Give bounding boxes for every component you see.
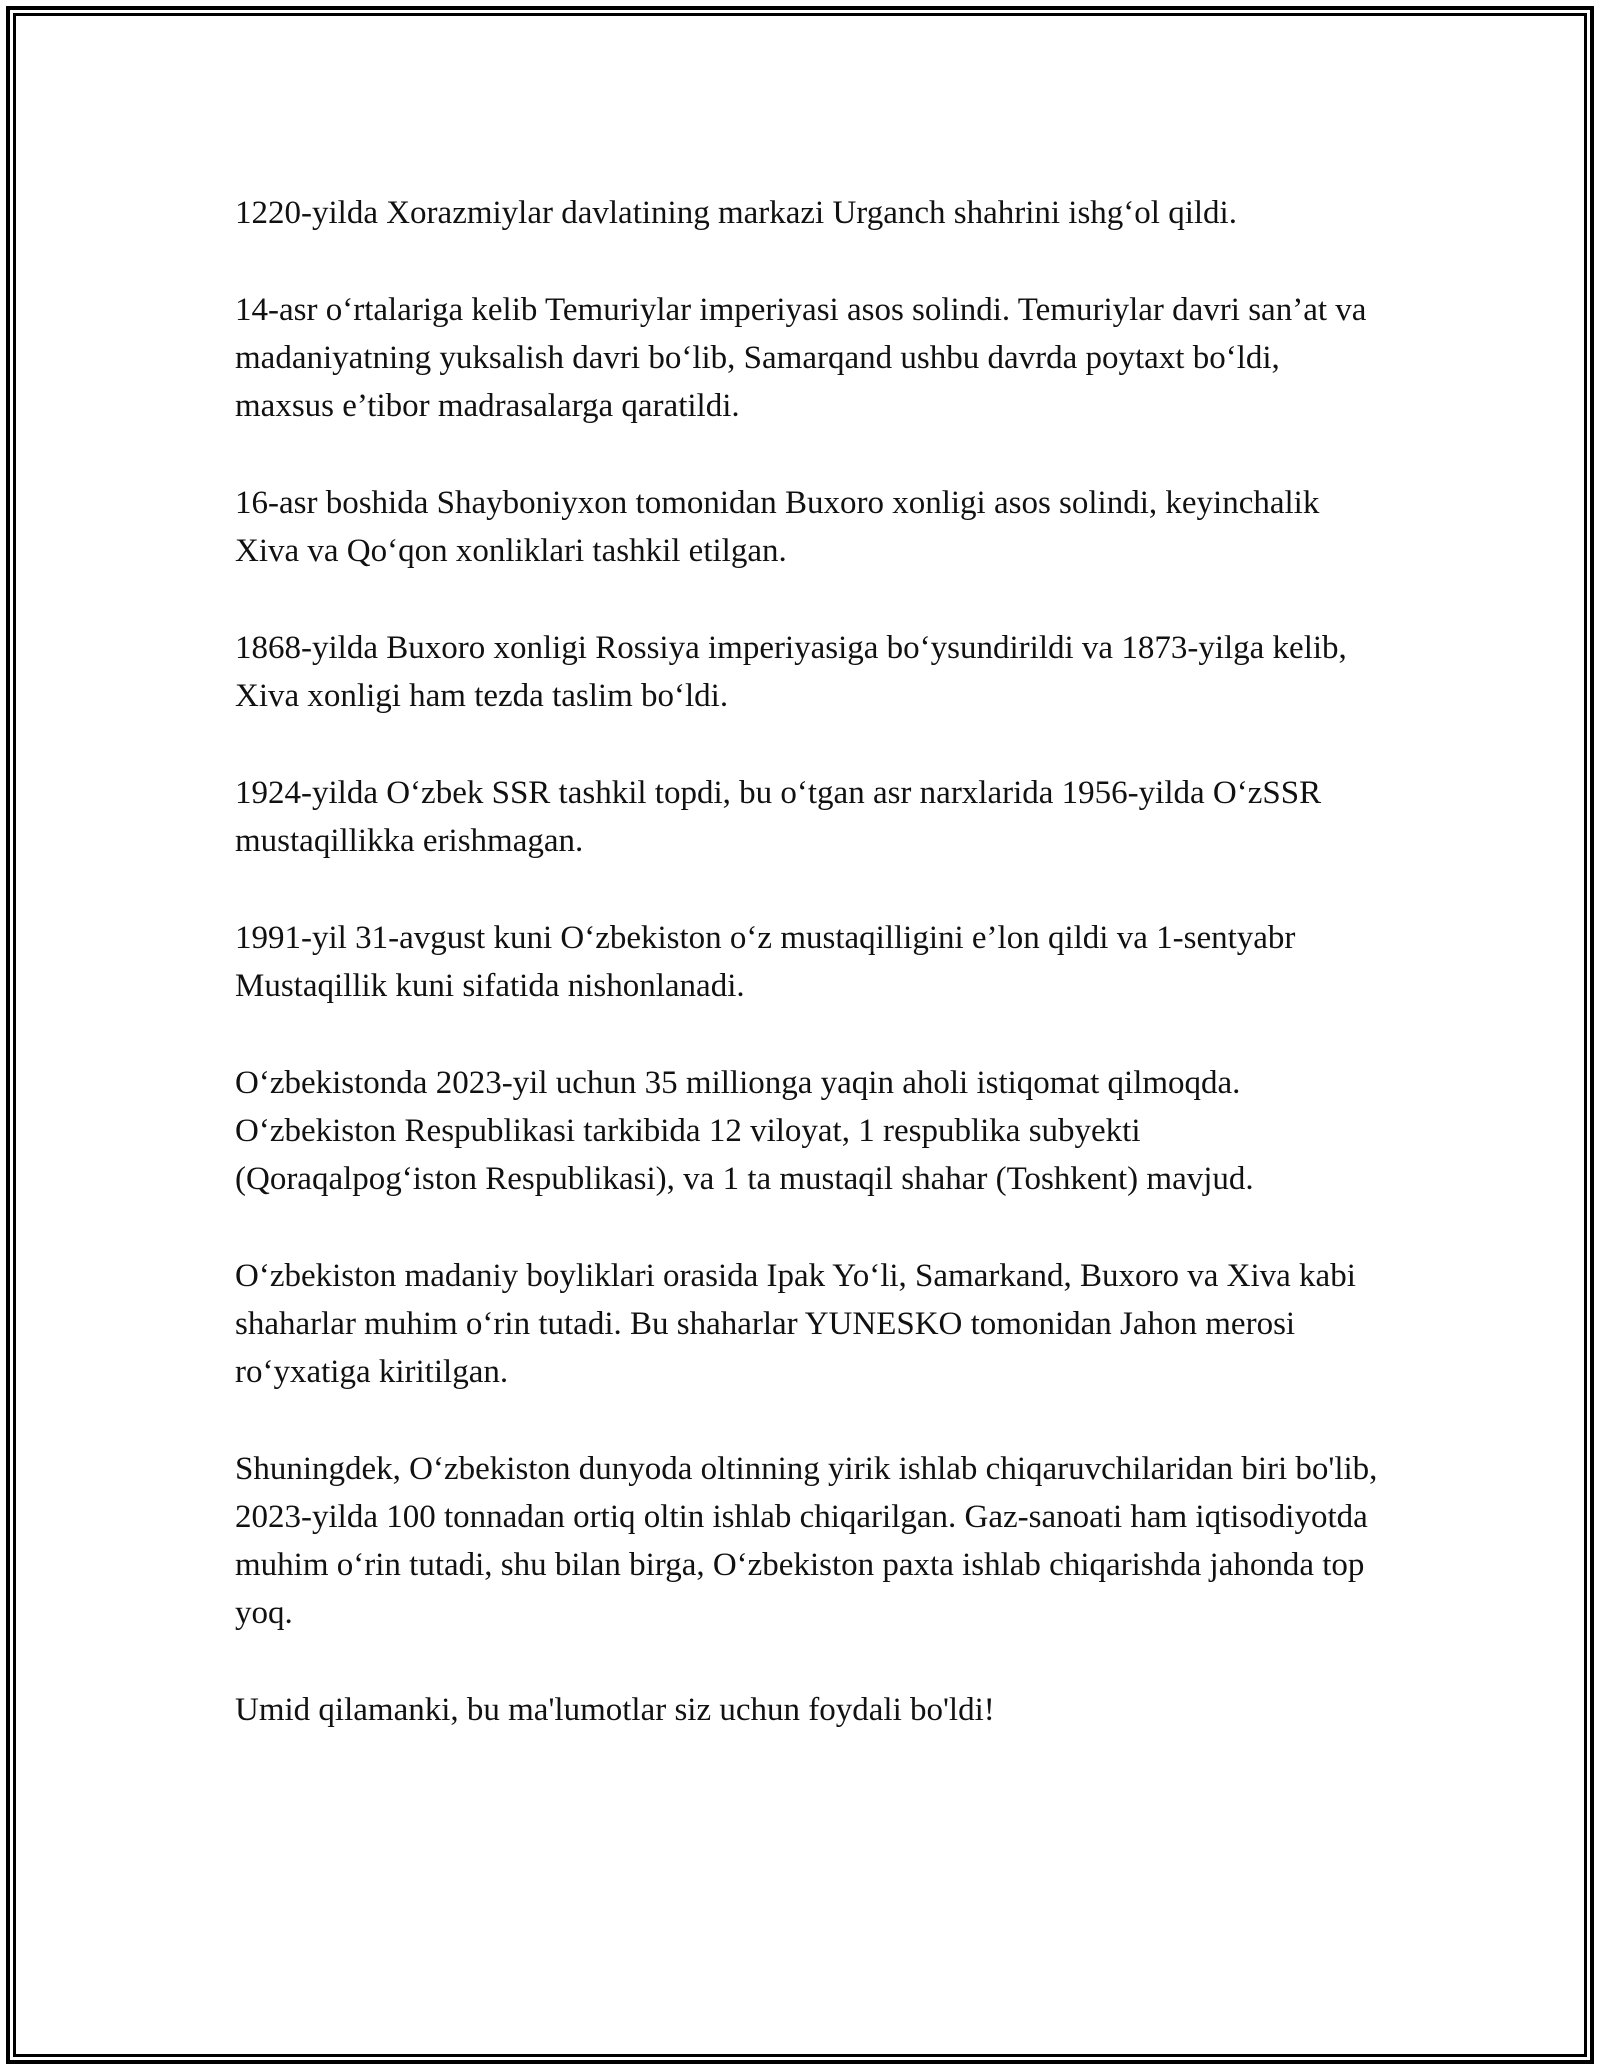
paragraph-rossiya: 1868-yilda Buxoro xonligi Rossiya imperiyasiga bo‘ysundirildi va 1873-yilga kelib, Xiva xonligi ham tezda taslim bo‘ldi. (235, 630, 1347, 714)
paragraph-xonliklar: 16-asr boshida Shayboniyxon tomonidan Buxoro xonligi asos solindi, keyinchalik Xiva va Qo‘qon xonliklari tashkil etilgan. (235, 485, 1320, 569)
paragraph-ssr: 1924-yilda O‘zbek SSR tashkil topdi, bu o‘tgan asr narxlarida 1956-yilda O‘zSSR mustaqillikka erishmagan. (235, 775, 1322, 859)
paragraph-madaniy-boyliklar: O‘zbekiston madaniy boyliklari orasida Ipak Yo‘li, Samarkand, Buxoro va Xiva kabi shaharlar muhim o‘rin tutadi. Bu shaharlar YUNESKO tomonidan Jahon merosi ro‘yxatiga kiritilgan. (235, 1258, 1356, 1390)
paragraph-mustaqillik: 1991-yil 31-avgust kuni O‘zbekiston o‘z mustaqilligini e’lon qildi va 1-sentyabr Mustaqillik kuni sifatida nishonlanadi. (235, 920, 1296, 1004)
paragraph-urganch: 1220-yilda Xorazmiylar davlatining markazi Urganch shahrini ishg‘ol qildi. (235, 195, 1237, 231)
paragraph-temuriylar: 14-asr o‘rtalariga kelib Temuriylar imperiyasi asos solindi. Temuriylar davri san’at va madaniyatning yuksalish davri bo‘lib, Samarqand ushbu davrda poytaxt bo‘ldi, maxsus e’tibor madrasalarga qaratildi. (235, 292, 1367, 424)
paragraph-iqtisodiyot: Shuningdek, O‘zbekiston dunyoda oltinning yirik ishlab chiqaruvchilaridan biri bo'lib, 2023-yilda 100 tonnadan ortiq oltin ishlab chiqarilgan. Gaz-sanoati ham iqtisodiyotda muhim o‘rin tutadi, shu bilan birga, O‘zbekiston paxta ishlab chiqarishda jahonda top yoq. (235, 1451, 1378, 1631)
paragraph-aholi: O‘zbekistonda 2023-yil uchun 35 millionga yaqin aholi istiqomat qilmoqda. O‘zbekiston Respublikasi tarkibida 12 viloyat, 1 respublika subyekti (Qoraqalpog‘iston Respublikasi), va 1 ta mustaqil shahar (Toshkent) mavjud. (235, 1065, 1254, 1197)
paragraph-closing: Umid qilamanki, bu ma'lumotlar siz uchun foydali bo'ldi! (235, 1692, 995, 1728)
document-body (235, 189, 1385, 1783)
